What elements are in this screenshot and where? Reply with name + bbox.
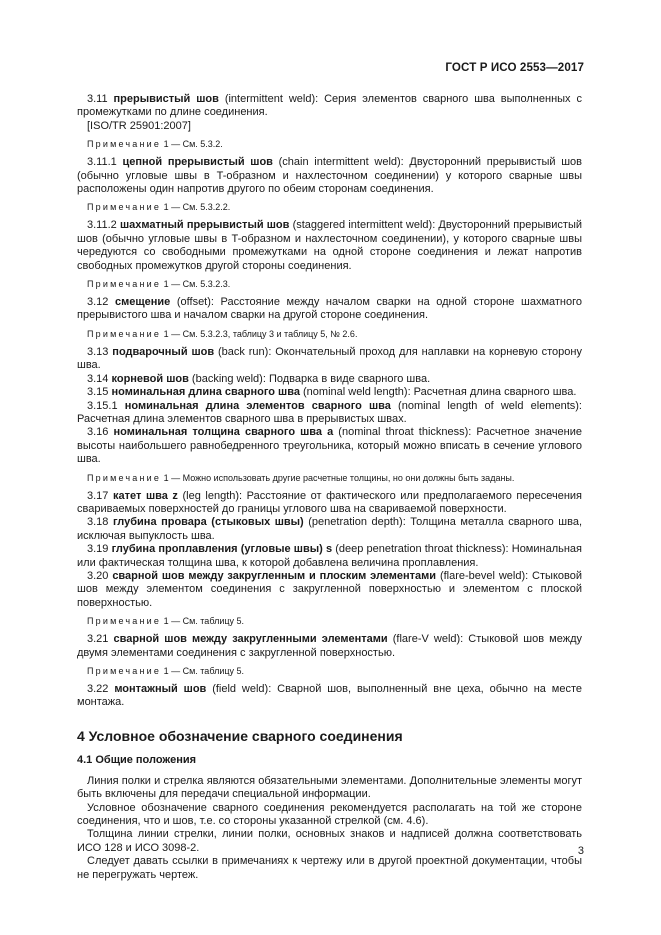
standard-header: ГОСТ Р ИСО 2553—2017	[445, 61, 584, 74]
section-4-paragraph: Толщина линии стрелки, линии полки, основных знаков и надписей должна соответствовать ИСО 128 и ИСО 3098-2.	[77, 828, 582, 854]
clause-3-21: 3.21 сварной шов между закругленными элементами (flare-V weld): Стыковой шов между двумя элементами соединения с закругленной поверхностью.	[77, 633, 582, 659]
clause-3-11-2: 3.11.2 шахматный прерывистый шов (staggered intermittent weld): Двусторонний прерывистый шов (обычно угловые швы в T-образном и нахлесточном соединении), у которого сварные швы чередуются со свободными промежутками на одной стороне соединения и лежат напротив свободных промежутков другой стороны соединения.	[77, 219, 582, 272]
clause-3-18: 3.18 глубина провара (стыковых швы) (penetration depth): Толщина металла сварного шва, исключая выпуклость шва.	[77, 516, 583, 542]
clause-3-14: 3.14 корневой шов (backing weld): Подварка в виде сварного шва.	[87, 372, 431, 385]
clause-3-19: 3.19 глубина проплавления (угловые швы) s (deep penetration throat thickness): Номинальная или фактическая толщина шва, к которой добавлена величина проплавления.	[77, 543, 583, 569]
note: Примечание 1 — См. таблицу 5.	[87, 616, 245, 627]
note: Примечание 1 — См. таблицу 5.	[87, 666, 245, 676]
clause-3-17: 3.17 катет шва z (leg length): Расстояние от фактического или предполагаемого пересечения свариваемых поверхностей до границы углового шва на свариваемой поверхности.	[77, 489, 583, 515]
clause-3-22: 3.22 монтажный шов (field weld): Сварной шов, выполненный вне цеха, обычно на месте монтажа.	[77, 683, 583, 709]
document-body	[77, 93, 582, 882]
note: Примечание 1 — Можно использовать другие расчетные толщины, но они должны быть заданы.	[87, 472, 515, 483]
page-number: 3	[577, 845, 584, 857]
clause-3-15: 3.15 номинальная длина сварного шва (nominal weld length): Расчетная длина сварного шва.	[87, 386, 577, 399]
clause-3-11-1: 3.11.1 цепной прерывистый шов (chain intermittent weld): Двусторонний прерывистый шов (обычно угловые швы в T-образном и нахлесточном соединении) у которого сварные швы расположены один напротив другого по обеим сторонам соединения.	[77, 156, 583, 196]
clause-3-11: 3.11 прерывистый шов (intermittent weld): Серия элементов сварного шва выполненных с промежутками по длине соединения.	[77, 93, 582, 119]
note: Примечание 1 — См. 5.3.2.2.	[87, 202, 231, 213]
clause-3-13: 3.13 подварочный шов (back run): Окончательный проход для наплавки на корневую сторону шва.	[77, 345, 582, 372]
note: Примечание 1 — См. 5.3.2.3.	[87, 279, 231, 290]
section-4-title: 4 Условное обозначение сварного соединения	[77, 727, 403, 744]
note: Примечание 1 — См. 5.3.2.	[87, 139, 223, 150]
term: прерывистый шов	[113, 93, 219, 105]
section-4-paragraph: Следует давать ссылки в примечаниях к чертежу или в другой проектной документации, чтобы не перегружать чертеж.	[77, 855, 582, 881]
clause-3-20: 3.20 сварной шов между закругленным и плоским элементами (flare-bevel weld): Стыковой шов между элементом соединения с закругленной поверхностью и элементом с плоской поверхностью.	[77, 569, 582, 609]
clause-3-16: 3.16 номинальная толщина сварного шва a (nominal throat thickness): Расчетное значение высоты наибольшего равнобедренного треугольника, который можно вписать в сечение углового шва.	[77, 426, 582, 466]
clause-3-15-1: 3.15.1 номинальная длина элементов сварного шва (nominal length of weld elements): Расчетная длина элементов сварного шва в прерывистых швах.	[77, 399, 582, 425]
clause-3-12: 3.12 смещение (offset): Расстояние между началом сварки на одной стороне шахматного прерывистого шва и началом сварки на другой стороне соединения.	[77, 296, 582, 322]
section-4-1-title: 4.1 Общие положения	[77, 753, 197, 766]
note: Примечание 1 — См. 5.3.2.3, таблицу 3 и таблицу 5, № 2.6.	[87, 328, 358, 339]
section-4-paragraph: Линия полки и стрелка являются обязательными элементами. Дополнительные элементы могут быть включены для передачи специальной информации.	[77, 774, 582, 801]
section-4-paragraph: Условное обозначение сварного соединения рекомендуется располагать на той же стороне соединения, что и шов, т.е. со стороны указанной стрелкой (см. 4.6).	[77, 801, 582, 828]
reference: [ISO/TR 25901:2007]	[87, 119, 191, 132]
